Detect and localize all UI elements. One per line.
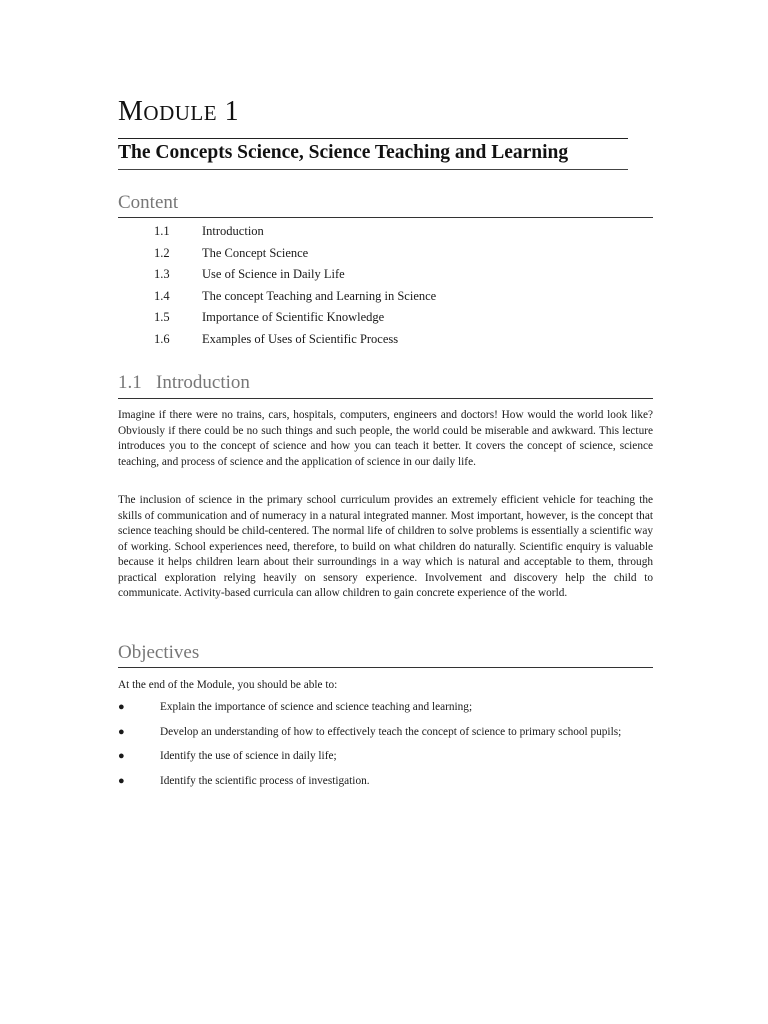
bullet-icon: ●	[118, 750, 125, 762]
list-item	[118, 700, 653, 716]
module-number: 1	[224, 96, 240, 127]
section-number: 1.1	[118, 372, 142, 393]
toc-number: 1.5	[154, 310, 170, 325]
module-title-rest: ODULE	[143, 101, 218, 125]
toc-item	[154, 286, 634, 308]
module-subtitle: The Concepts Science, Science Teaching and Learning	[118, 142, 569, 163]
objective-text: Develop an understanding of how to effectively teach the concept of science to primary school pupils;	[160, 725, 622, 738]
toc-title: Use of Science in Daily Life	[202, 267, 345, 282]
toc-title: Importance of Scientific Knowledge	[202, 310, 385, 325]
table-of-contents	[154, 221, 634, 350]
list-item	[118, 749, 653, 765]
toc-number: 1.2	[154, 245, 170, 260]
objective-text: Explain the importance of science and science teaching and learning;	[160, 701, 473, 713]
list-item	[118, 725, 653, 741]
toc-item	[154, 329, 634, 351]
module-title	[118, 96, 239, 128]
bullet-icon: ●	[118, 725, 125, 738]
introduction-paragraph-2: The inclusion of science in the primary school curriculum provides an extremely efficient vehicle for teaching the skills of communication and of numeracy in a natural integrated manner. Most important, however, is the concept that science teaching should be child-centered. The normal life of children to solve problems is essentially a scientific way of working. School experiences need, therefore, to build on what children do naturally. Scientific enquiry is valuable because it helps children learn about their surroundings in a way which is natural and acceptable to them, through practical exploration relying heavily on sensory experience. Involvement and discovery help the child to communicate. Activity-based curricula can allow children to gain concrete experience of the world.	[118, 494, 653, 599]
toc-item	[154, 307, 634, 329]
objectives-list	[118, 700, 653, 789]
toc-title: The Concept Science	[202, 245, 309, 260]
toc-number: 1.4	[154, 288, 170, 303]
module-title-initial: M	[118, 96, 144, 127]
toc-number: 1.3	[154, 267, 170, 282]
subtitle-rule	[118, 169, 628, 170]
toc-title: Examples of Uses of Scientific Process	[202, 331, 399, 346]
toc-title: The concept Teaching and Learning in Science	[202, 288, 437, 303]
list-item	[118, 774, 653, 790]
introduction-heading	[118, 372, 250, 394]
objectives-heading: Objectives	[118, 642, 200, 663]
bullet-icon: ●	[118, 701, 125, 713]
toc-number: 1.1	[154, 224, 170, 239]
objective-text: Identify the use of science in daily life;	[160, 750, 337, 762]
introduction-paragraph-1: Imagine if there were no trains, cars, hospitals, computers, engineers and doctors! How would the world look like? Obviously if there could be no such things and such people, the world could be miserable and awkward. This lecture introduces you to the concept of science and how you can teach it better. It covers the concept of science, science teaching, and process of science and the application of science in our daily life.	[118, 409, 653, 468]
toc-item	[154, 264, 634, 286]
content-heading: Content	[118, 192, 179, 213]
objective-text: Identify the scientific process of investigation.	[160, 774, 370, 787]
toc-title: Introduction	[202, 224, 264, 239]
bullet-icon: ●	[118, 774, 125, 787]
toc-item	[154, 221, 634, 243]
introduction-rule	[118, 398, 653, 399]
content-rule	[118, 217, 653, 218]
toc-number: 1.6	[154, 331, 170, 346]
toc-item	[154, 243, 634, 265]
title-rule	[118, 138, 628, 139]
section-title: Introduction	[156, 372, 250, 393]
objectives-intro: At the end of the Module, you should be able to:	[118, 679, 338, 691]
objectives-rule	[118, 667, 653, 668]
